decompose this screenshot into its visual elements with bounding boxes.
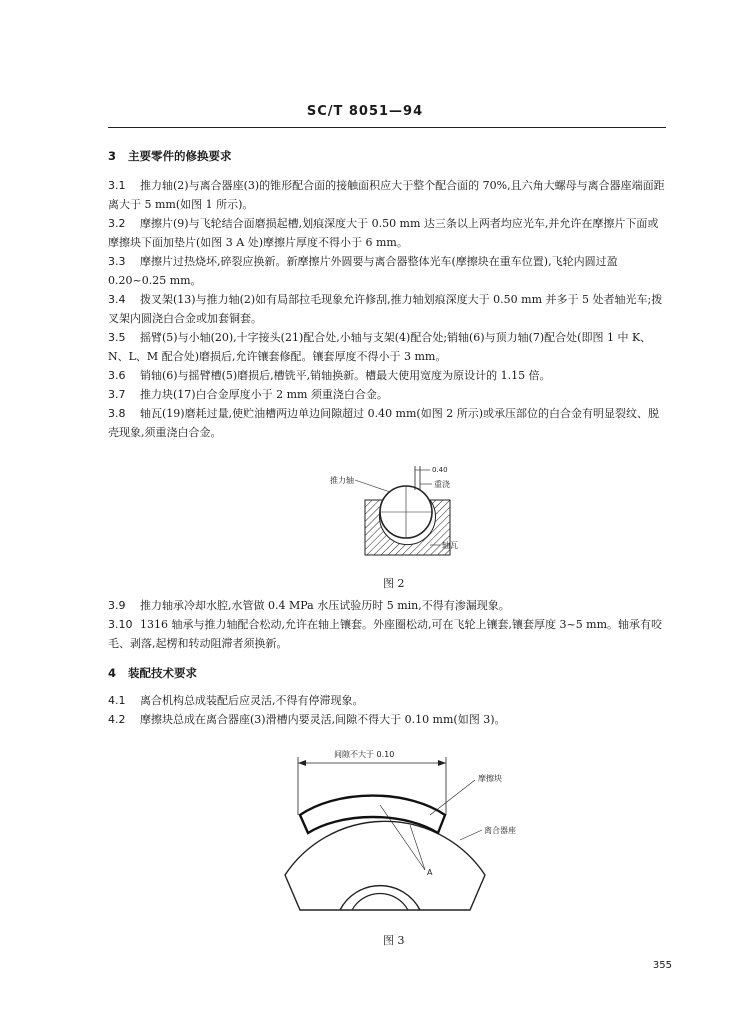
label-block: 摩擦块 <box>478 774 502 783</box>
page-number: 355 <box>652 960 672 971</box>
clause-number: 3.8 <box>108 407 126 420</box>
clause-3-4 <box>108 290 668 328</box>
clause-3-1 <box>108 176 668 214</box>
clause-text: 摇臂(5)与小轴(20),十字接头(21)配合处,小轴与支架(4)配合处;销轴(6)与顶力轴(7)配合处(即图 1 中 K、N、L、M 配合处)磨损后,允许镶套修配。镶套厚度不得小于 3 mm。 <box>108 331 652 363</box>
clause-3-9 <box>108 596 668 615</box>
clause-number: 3.10 <box>108 618 133 631</box>
clause-number: 3.1 <box>108 179 126 192</box>
clause-number: 3.7 <box>108 388 126 401</box>
header-rule <box>108 127 666 128</box>
clause-number: 4.2 <box>108 713 126 726</box>
label-rebabbit: 重浇 <box>434 480 450 489</box>
clause-text: 摩擦片(9)与飞轮结合面磨损起槽,划痕深度大于 0.50 mm 达三条以上两者均应光车,并允许在摩擦片下面或摩擦块下面加垫片(如图 3 A 处)摩擦片厚度不得小于 6 mm。 <box>108 217 659 249</box>
figure-3-diagram <box>270 745 530 920</box>
clause-text: 摩擦片过热烧坏,碎裂应换新。新摩擦片外圆要与离合器整体光车(摩擦块在重车位置),飞轮内圆过盈 0.20~0.25 mm。 <box>108 255 618 287</box>
clause-text: 拨叉架(13)与推力轴(2)如有局部拉毛现象允许修刮,推力轴划痕深度大于 0.50 mm 并多于 5 处者轴光车;拨叉架内圆浇白合金或加套铜套。 <box>108 293 663 325</box>
clause-3-6 <box>108 366 668 385</box>
section-4-heading <box>108 665 197 681</box>
clause-3-3 <box>108 252 668 290</box>
figure-3-caption: 图 3 <box>383 934 405 947</box>
hub <box>340 886 420 910</box>
clause-text: 轴瓦(19)磨耗过量,使贮油槽两边单边间隙超过 0.40 mm(如图 2 所示)或承压部位的白合金有明显裂纹、脱壳现象,须重浇白合金。 <box>108 407 659 439</box>
clause-4-2 <box>108 710 668 729</box>
clause-number: 4.1 <box>108 694 126 707</box>
clause-4-1 <box>108 691 668 710</box>
figure-2-caption: 图 2 <box>383 577 405 590</box>
page-header: SC/T 8051—94 <box>306 104 424 119</box>
clause-number: 3.5 <box>108 331 126 344</box>
label-shaft: 推力轴 <box>330 476 354 485</box>
clause-text: 推力轴(2)与离合器座(3)的锥形配合面的接触面积应大于整个配合面的 70%,且六角大螺母与离合器座端面距离大于 5 mm(如图 1 所示)。 <box>108 179 665 211</box>
clause-3-2 <box>108 214 668 252</box>
clause-number: 3.3 <box>108 255 126 268</box>
section-number: 3 <box>108 149 117 163</box>
label-dim: 0.40 <box>432 466 448 474</box>
clause-number: 3.2 <box>108 217 126 230</box>
clause-number: 3.6 <box>108 369 126 382</box>
clause-text: 推力轴承冷却水腔,水管做 0.4 MPa 水压试验历时 5 min,不得有渗漏现象。 <box>140 599 510 612</box>
clause-text: 销轴(6)与摇臂槽(5)磨损后,槽铣平,销轴换新。槽最大使用宽度为原设计的 1.15 倍。 <box>140 369 551 382</box>
clause-3-10 <box>108 615 668 653</box>
section-number: 4 <box>108 666 117 680</box>
clause-text: 摩擦块总成在离合器座(3)滑槽内要灵活,间隙不得大于 0.10 mm(如图 3)。 <box>140 713 506 726</box>
hub-inner <box>352 893 408 910</box>
clause-text: 1316 轴承与推力轴配合松动,允许在轴上镶套。外座圈松动,可在飞轮上镶套,镶套厚度 3~5 mm。轴承有咬毛、剥落,起楞和转动阻滞者须换新。 <box>108 618 663 650</box>
clutch-seat-outline <box>285 821 485 910</box>
clause-3-8 <box>108 404 668 442</box>
section-title: 主要零件的修换要求 <box>128 149 232 163</box>
clause-3-7 <box>108 385 668 404</box>
section-title: 装配技术要求 <box>128 666 198 680</box>
clause-number: 3.4 <box>108 293 126 306</box>
clause-text: 推力块(17)白合金厚度小于 2 mm 须重浇白合金。 <box>140 388 388 401</box>
label-a: A <box>427 868 433 877</box>
label-gap: 间隙不大于 0.10 <box>334 750 395 759</box>
figure-2-diagram <box>320 460 480 565</box>
clause-text: 离合机构总成装配后应灵活,不得有停滞现象。 <box>140 694 364 707</box>
label-seat: 离合器座 <box>484 826 516 835</box>
clause-number: 3.9 <box>108 599 126 612</box>
label-bearing: 轴瓦 <box>442 541 458 550</box>
section-3-heading <box>108 148 232 164</box>
clause-3-5 <box>108 328 668 366</box>
